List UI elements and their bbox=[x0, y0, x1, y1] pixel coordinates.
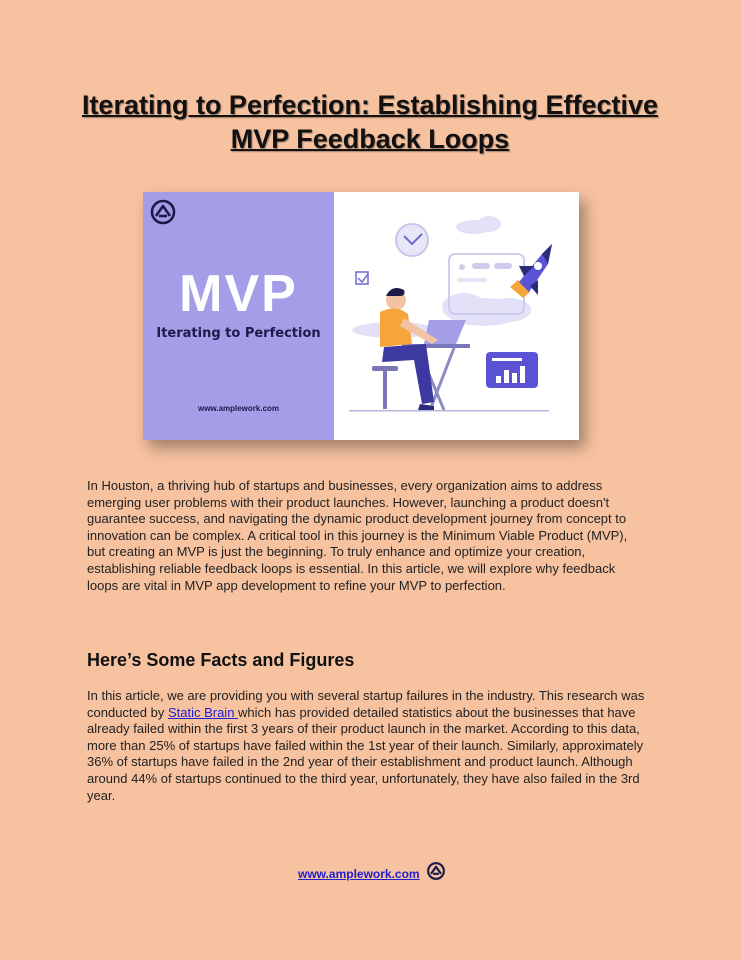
intro-paragraph: In Houston, a thriving hub of startups and businesses, every organization aims to address emerging user problems with their product launches. However, launching a product doesn't guarantee success, and navigating the dynamic product development journey from concept to innovation can be complex. A critical tool in this journey is the Minimum Viable Product (MVP), but creating an MVP is just the beginning. To truly enhance and optimize your creation, establishing reliable feedback loops is essential. In this article, we will explore why feedback loops are vital in MVP app development to refine your MVP to perfection. bbox=[87, 478, 628, 593]
facts-heading: Here’s Some Facts and Figures bbox=[87, 650, 355, 670]
checkbox-icon bbox=[356, 272, 368, 284]
facts-text-before-link: In this article, we are providing you with several startup failures in the industry. This research was conducted by bbox=[87, 688, 645, 720]
amplework-logo-icon bbox=[426, 861, 446, 886]
footer-website-link[interactable]: www.amplework.com bbox=[298, 866, 420, 881]
hero-banner-image bbox=[143, 192, 579, 440]
facts-paragraph bbox=[87, 688, 647, 804]
hero-mvp-heading: MVP bbox=[179, 265, 298, 323]
clock-icon bbox=[396, 224, 428, 256]
bar-chart-card-icon bbox=[486, 352, 538, 388]
hero-url: www.amplework.com bbox=[197, 404, 280, 413]
static-brain-link[interactable]: Static Brain bbox=[167, 704, 239, 720]
hero-illustration bbox=[334, 192, 579, 440]
hero-subtitle: Iterating to Perfection bbox=[156, 326, 321, 341]
rocket-icon bbox=[510, 244, 552, 298]
amplework-logo-icon bbox=[149, 198, 177, 231]
facts-text-after-link: which has provided detailed statistics about the businesses that have already failed within the first 3 years of their product launch in the market. According to this data, more than 25% of startups have failed within the 1st year of their launch. Similarly, approximately 36% of startups have failed in the 2nd year of their establishment and product launch. Although around 44% of startups continued to the third year, unfortunately, they have also failed in the 3rd year. bbox=[87, 704, 644, 803]
page-title: Iterating to Perfection: Establishing Effective MVP Feedback Loops bbox=[81, 90, 659, 154]
cloud-icon bbox=[352, 216, 531, 338]
hero-left-panel bbox=[143, 192, 334, 440]
footer bbox=[298, 861, 446, 886]
